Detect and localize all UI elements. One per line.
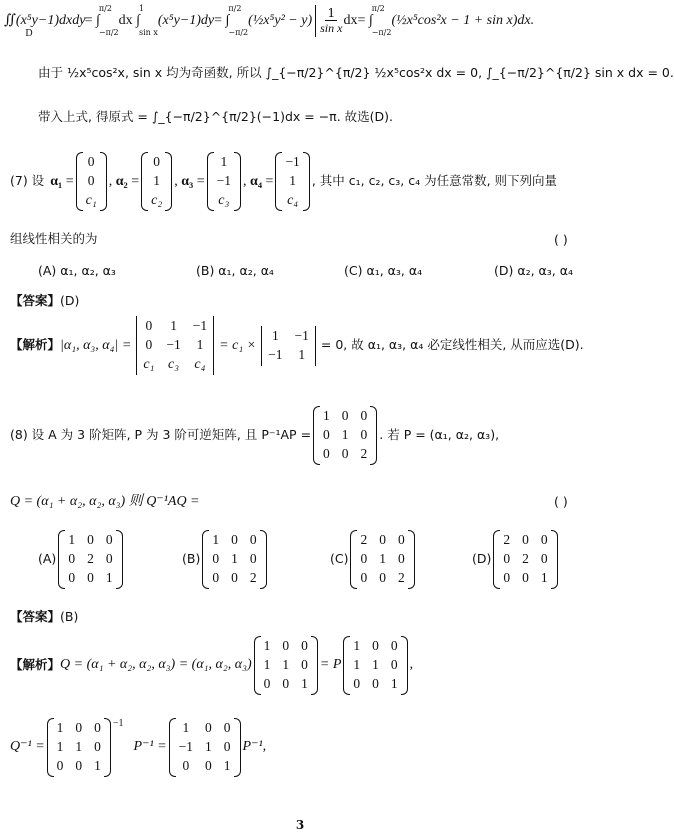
elementary-matrix-3: 1 0 0 1 1 0 0 0 1: [47, 718, 111, 777]
q7-line-2: 组线性相关的为: [10, 231, 98, 246]
alpha-4: α₄: [250, 173, 263, 189]
inverse-matrix: 1 0 0 −1 1 0 0 0 1: [169, 718, 241, 777]
q7-tail: , 其中 c₁, c₂, c₃, c₄ 为任意常数, 则下列向量: [311, 173, 558, 189]
dx: dx ∫: [118, 12, 140, 28]
determinant-2x2: 1 −1 −1 1: [258, 326, 319, 366]
mult: = c₁ ×: [219, 337, 257, 353]
region-d: D: [25, 28, 33, 39]
eq-p: = P: [319, 657, 342, 673]
answer-label: 【答案】: [10, 293, 61, 308]
q8-expr1: Q = (α₁ + α₂, α₂, α₃) = (α₁, α₂, α₃): [60, 657, 252, 673]
q8-prefix: (8) 设 A 为 3 阶矩阵, P 为 3 阶可逆矩阵, 且 P⁻¹AP =: [10, 427, 312, 443]
comma: ,: [409, 657, 414, 673]
lim-dn-2: −π/2: [228, 27, 249, 37]
vector-alpha-2: 0 1 c₂: [141, 152, 172, 211]
alpha-1: α₁: [50, 173, 63, 189]
q8-analysis-label: 【解析】: [10, 657, 61, 673]
q7-prefix: (7) 设: [10, 173, 45, 189]
q8-line-2: Q = (α₁ + α₂, α₂, α₃) 则 Q⁻¹AQ =: [10, 494, 200, 509]
eq-1: = ∫: [84, 12, 100, 28]
q7-analysis: [10, 316, 584, 375]
diag-matrix: 1 0 0 0 1 0 0 0 2: [313, 406, 377, 465]
lim-up: π/2: [98, 3, 112, 13]
lim-dn: −π/2: [98, 27, 119, 37]
determinant-3x3: 0 1 −1 0 −1 1 c₁ c₃ c₄: [133, 316, 217, 375]
q8-option-d-label: (D): [472, 551, 492, 567]
double-integral: ∬(x⁵y−1)dxdy: [4, 12, 86, 28]
lim-up-2: π/2: [228, 3, 242, 13]
solution-line-3: 带入上式, 得原式 = ∫_{−π/2}^{π/2}(−1)dx = −π. 故选(D).: [38, 109, 393, 124]
integrand: (x⁵y−1)dy: [157, 12, 215, 28]
q8-option-c-label: (C): [330, 551, 349, 567]
inverse-sup: −1: [112, 718, 124, 729]
q8-option-d: [472, 530, 560, 589]
q8-option-a-label: (A): [38, 551, 57, 567]
bar-dn: sin x: [320, 21, 343, 36]
q7-option-c: (C) α₁, α₃, α₄: [344, 263, 423, 278]
vector-alpha-4: −1 1 c₄: [275, 152, 309, 211]
q7-answer: [10, 294, 79, 308]
q8-option-b-label: (B): [182, 551, 201, 567]
mid-dx: dx: [343, 12, 358, 28]
q8-analysis-1: [10, 636, 413, 695]
q8-option-b-matrix: 1 0 0 0 1 0 0 0 2: [202, 530, 266, 589]
solution-line-1: [4, 2, 534, 40]
conclusion: = 0, 故 α₁, α₃, α₄ 必定线性相关, 从而应选(D).: [320, 337, 584, 353]
q8-option-b: [182, 530, 269, 589]
q8-answer-blank: ( ): [554, 494, 568, 509]
q8-analysis-2: [10, 718, 266, 777]
q8-tail: . 若 P = (α₁, α₂, α₃),: [379, 427, 500, 443]
q8-option-a: [38, 530, 125, 589]
q8-option-a-matrix: 1 0 0 0 2 0 0 0 1: [58, 530, 122, 589]
q7-option-a: (A) α₁, α₂, α₃: [38, 263, 116, 278]
vector-alpha-3: 1 −1 c₃: [207, 152, 241, 211]
q7-answer-blank: ( ): [554, 232, 568, 247]
eq-3: = ∫: [357, 12, 373, 28]
lim2-dn: sin x: [138, 27, 158, 37]
q8-option-c-matrix: 2 0 0 0 1 0 0 0 2: [350, 530, 414, 589]
q8-option-d-matrix: 2 0 0 0 2 0 0 0 1: [493, 530, 557, 589]
p-inverse: P⁻¹ =: [133, 739, 167, 755]
elementary-matrix: 1 0 0 1 1 0 0 0 1: [254, 636, 318, 695]
q8-tail2: P⁻¹,: [242, 739, 267, 755]
final-integrand: (½x⁵cos²x − 1 + sin x)dx.: [391, 12, 535, 28]
lim2-up: 1: [138, 3, 145, 13]
question-7: (7) 设 α₁ = 0 0 c₁ , α₂ = 0 1 c₂ , α₃ = 1 −1 c₃ , α₄ = −1 1 c₄ , 其中 c₁, c₂, c₃, c₄ 为任意常数, 则下列向量: [10, 152, 557, 211]
q-inverse: Q⁻¹ =: [10, 739, 45, 755]
eq-2: = ∫: [214, 12, 230, 28]
question-8: [10, 406, 499, 465]
alpha-2: α₂: [115, 173, 128, 189]
det-lhs: |α₁, α₃, α₄| =: [60, 337, 132, 353]
q8-answer-label: 【答案】: [10, 609, 61, 624]
lim-up-3: π/2: [371, 3, 385, 13]
elementary-matrix-2: 1 0 0 1 1 0 0 0 1: [343, 636, 407, 695]
vector-alpha-1: 0 0 c₁: [76, 152, 107, 211]
bar-up: 1: [327, 6, 336, 21]
solution-line-2: 由于 ½x⁵cos²x, sin x 均为奇函数, 所以 ∫_{−π/2}^{π/2} ½x⁵cos²x dx = 0, ∫_{−π/2}^{π/2} sin x dx = 0.: [38, 65, 674, 80]
inner-result: (½x⁵y² − y): [248, 12, 313, 28]
page-number: 3: [295, 818, 305, 832]
answer-value: (D): [60, 293, 80, 308]
q7-option-d: (D) α₂, α₃, α₄: [494, 263, 573, 278]
analysis-label: 【解析】: [10, 337, 61, 353]
q8-answer: [10, 610, 78, 624]
q8-answer-value: (B): [60, 609, 79, 624]
lim-dn-3: −π/2: [371, 27, 392, 37]
q8-option-c: [330, 530, 417, 589]
q7-option-b: (B) α₁, α₂, α₄: [196, 263, 274, 278]
alpha-3: α₃: [181, 173, 194, 189]
